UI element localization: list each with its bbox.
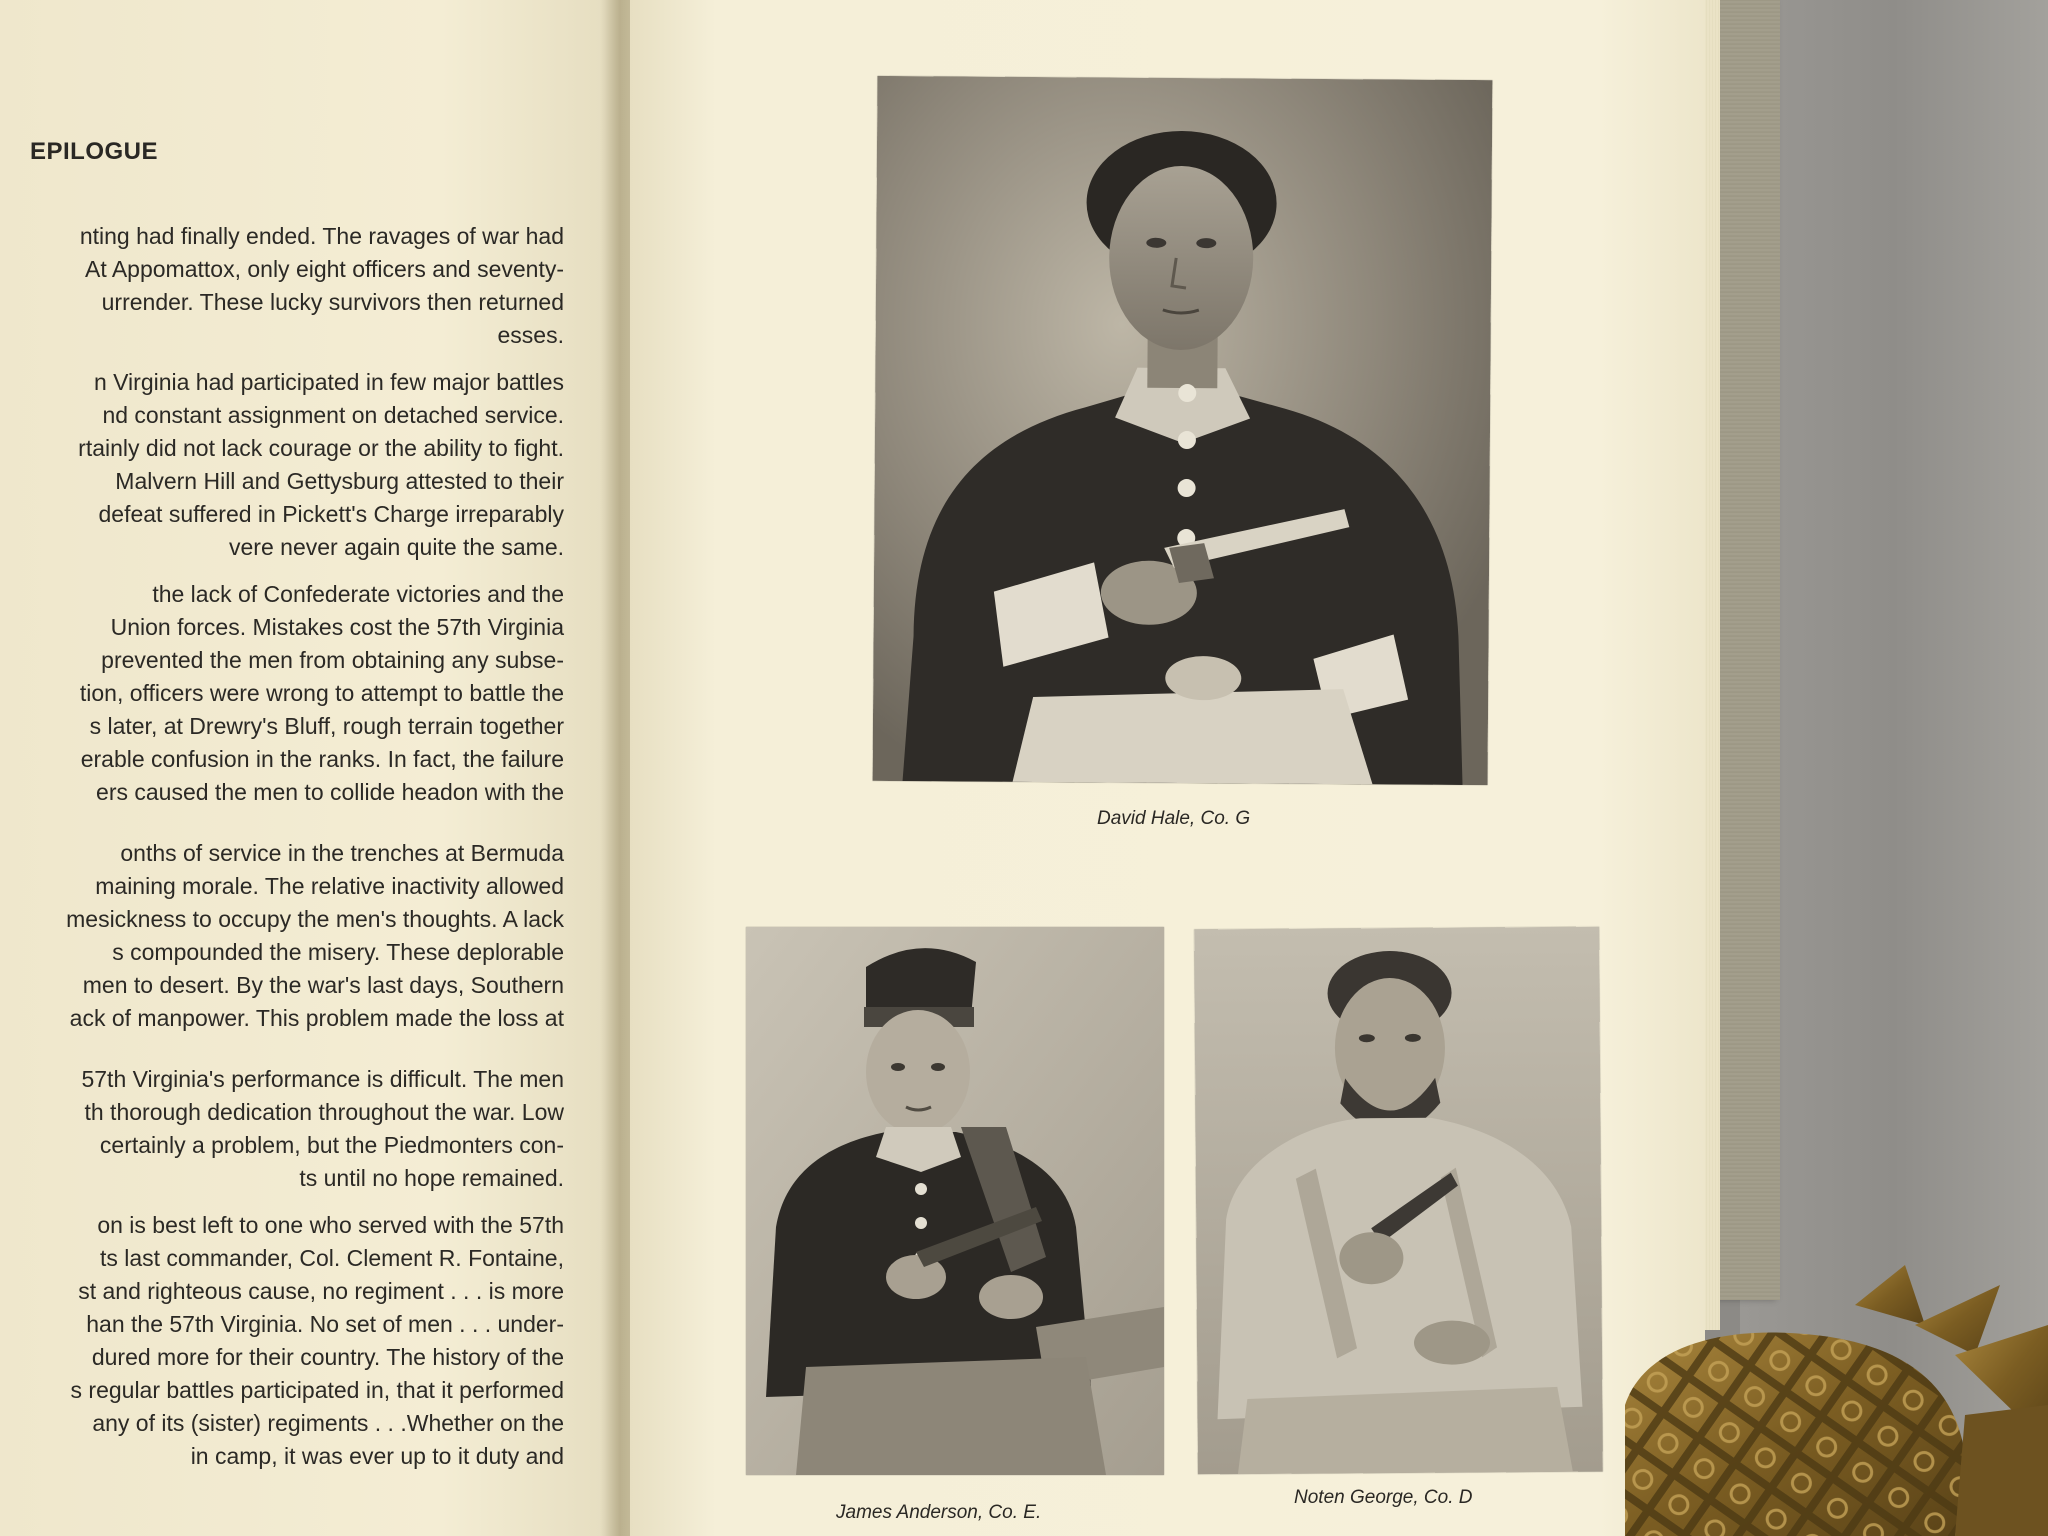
- text-line: prevented the men from obtaining any subse-: [101, 647, 564, 673]
- text-line: erable confusion in the ranks. In fact, the failure: [80, 746, 564, 772]
- text-line: esses.: [497, 322, 564, 348]
- text-line: 57th Virginia's performance is difficult. The men: [81, 1066, 564, 1092]
- text-line: certainly a problem, but the Piedmonters con-: [99, 1132, 564, 1158]
- text-line: s regular battles participated in, that it performed: [70, 1377, 564, 1403]
- portrait-noten-george: [1194, 927, 1603, 1475]
- text-line: dured more for their country. The history of the: [91, 1344, 564, 1370]
- text-line: ers caused the men to collide headon with the: [96, 779, 564, 805]
- text-line: mesickness to occupy the men's thoughts. A lack: [66, 906, 564, 932]
- text-line: vere never again quite the same.: [229, 534, 564, 560]
- text-line: n Virginia had participated in few major battles: [93, 369, 564, 395]
- brass-pineapple-bookend: [1605, 1265, 2048, 1536]
- text-line: any of its (sister) regiments . . .Whether on the: [92, 1410, 564, 1436]
- text-line: on is best left to one who served with the 57th: [97, 1212, 564, 1238]
- text-line: the lack of Confederate victories and the: [152, 581, 564, 607]
- text-line: rtainly did not lack courage or the ability to fight.: [78, 435, 564, 461]
- page-heading: EPILOGUE: [30, 138, 159, 165]
- text-line: th thorough dedication throughout the war. Low: [84, 1099, 564, 1125]
- text-line: ts last commander, Col. Clement R. Fontaine,: [99, 1245, 564, 1271]
- paragraph-gap: [0, 352, 564, 366]
- paragraph-gap: [0, 1035, 564, 1049]
- text-line: Union forces. Mistakes cost the 57th Virginia: [110, 614, 564, 640]
- text-line: s later, at Drewry's Bluff, rough terrain together: [89, 713, 564, 739]
- paragraph-gap: [0, 823, 564, 837]
- text-line: maining morale. The relative inactivity allowed: [95, 873, 564, 899]
- text-line: defeat suffered in Pickett's Charge irreparably: [98, 501, 564, 527]
- left-page: [0, 0, 630, 1536]
- caption-david-hale: David Hale, Co. G: [1097, 808, 1251, 829]
- text-line: st and righteous cause, no regiment . . . is more: [78, 1278, 564, 1304]
- caption-james-anderson: James Anderson, Co. E.: [836, 1502, 1042, 1523]
- portrait-james-anderson: [746, 927, 1164, 1475]
- text-line: men to desert. By the war's last days, Southern: [82, 972, 564, 998]
- text-line: in camp, it was ever up to it duty and: [190, 1443, 564, 1469]
- epilogue-text: [0, 220, 564, 1473]
- text-line: han the 57th Virginia. No set of men . . . under-: [86, 1311, 564, 1337]
- text-line: ts until no hope remained.: [299, 1165, 564, 1191]
- text-line: Malvern Hill and Gettysburg attested to their: [115, 468, 564, 494]
- text-line: nd constant assignment on detached service.: [102, 402, 564, 428]
- paragraph-gap: [0, 1049, 564, 1063]
- text-line: urrender. These lucky survivors then returned: [101, 289, 564, 315]
- text-line: tion, officers were wrong to attempt to battle the: [79, 680, 564, 706]
- text-line: At Appomattox, only eight officers and seventy-: [84, 256, 564, 282]
- text-line: nting had finally ended. The ravages of war had: [79, 223, 564, 249]
- text-line: onths of service in the trenches at Bermuda: [120, 840, 564, 866]
- text-line: ack of manpower. This problem made the loss at: [69, 1005, 564, 1031]
- text-line: s compounded the misery. These deplorable: [112, 939, 564, 965]
- portrait-david-hale: [873, 76, 1493, 785]
- caption-noten-george: Noten George, Co. D: [1294, 1487, 1473, 1508]
- paragraph-gap: [0, 1195, 564, 1209]
- paragraph-gap: [0, 809, 564, 823]
- paragraph-gap: [0, 564, 564, 578]
